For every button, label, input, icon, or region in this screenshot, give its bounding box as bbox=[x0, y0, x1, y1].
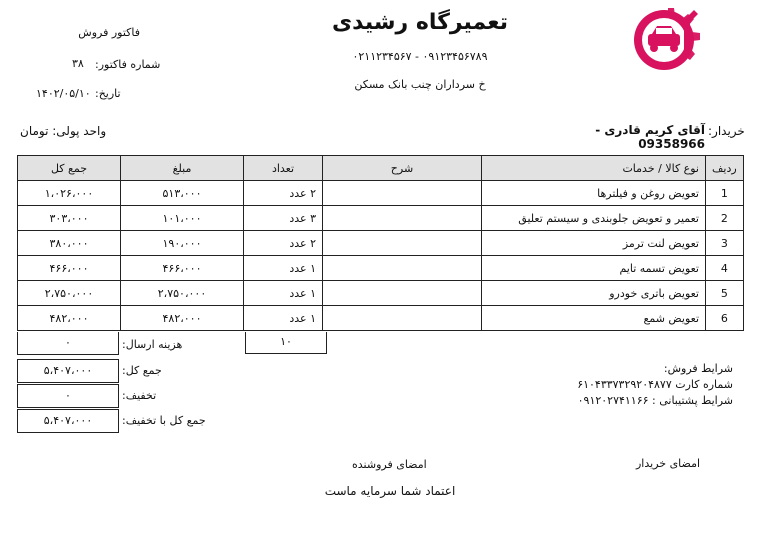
item-description bbox=[323, 281, 482, 306]
item-total: ۴۸۲،۰۰۰ bbox=[18, 306, 121, 331]
shop-name: تعمیرگاه رشیدی bbox=[332, 10, 508, 35]
item-price: ۲،۷۵۰،۰۰۰ bbox=[121, 281, 244, 306]
row-number: 3 bbox=[706, 231, 744, 256]
shop-address: خ سرداران چنب بانک مسکن bbox=[354, 78, 486, 91]
item-quantity: ۱ عدد bbox=[244, 256, 323, 281]
row-number: 1 bbox=[706, 181, 744, 206]
header-price: مبلغ bbox=[121, 156, 244, 181]
total-label: جمع کل: bbox=[122, 364, 162, 377]
total-value: ۵،۴۰۷،۰۰۰ bbox=[17, 359, 119, 383]
header-description: شرح bbox=[323, 156, 482, 181]
buyer-label: خریدار: bbox=[708, 124, 745, 138]
item-price: ۱۰۱،۰۰۰ bbox=[121, 206, 244, 231]
car-wrench-gear-logo-icon bbox=[628, 4, 708, 84]
row-number: 2 bbox=[706, 206, 744, 231]
item-name: تعویض شمع bbox=[482, 306, 706, 331]
item-name: تعویض تسمه تایم bbox=[482, 256, 706, 281]
support-terms: شرایط پشتیبانی : ۰۹۱۲۰۲۷۴۱۱۶۶ bbox=[577, 394, 733, 407]
item-price: ۴۶۶،۰۰۰ bbox=[121, 256, 244, 281]
document-type: فاکتور فروش bbox=[78, 26, 140, 39]
item-quantity: ۱ عدد bbox=[244, 306, 323, 331]
item-price: ۴۸۲،۰۰۰ bbox=[121, 306, 244, 331]
item-description bbox=[323, 231, 482, 256]
header-item-name: نوع کالا / خدمات bbox=[482, 156, 706, 181]
table-row bbox=[18, 256, 744, 281]
discount-label: تخفیف: bbox=[122, 389, 157, 402]
footer-slogan: اعتماد شما سرمایه ماست bbox=[324, 484, 456, 498]
sale-terms-title: شرایط فروش: bbox=[663, 362, 733, 375]
header-quantity: تعداد bbox=[244, 156, 323, 181]
item-name: تعویض لنت ترمز bbox=[482, 231, 706, 256]
item-total: ۱،۰۲۶،۰۰۰ bbox=[18, 181, 121, 206]
item-description bbox=[323, 306, 482, 331]
table-row bbox=[18, 231, 744, 256]
item-price: ۵۱۳،۰۰۰ bbox=[121, 181, 244, 206]
shop-phones: ۰۲۱۱۲۳۴۵۶۷ - ۰۹۱۲۳۴۵۶۷۸۹ bbox=[352, 50, 488, 63]
row-number: 5 bbox=[706, 281, 744, 306]
buyer-name: آقای کریم قادری - 09358966 bbox=[595, 123, 705, 151]
buyer-signature-label: امضای خریدار bbox=[636, 457, 701, 470]
item-total: ۴۶۶،۰۰۰ bbox=[18, 256, 121, 281]
table-row bbox=[18, 306, 744, 331]
quantity-total: ۱۰ bbox=[245, 332, 327, 354]
item-description bbox=[323, 256, 482, 281]
table-header-row bbox=[18, 156, 744, 181]
invoice-date: ۱۴۰۲/۰۵/۱۰ bbox=[36, 87, 91, 100]
item-total: ۳۰۳،۰۰۰ bbox=[18, 206, 121, 231]
grand-total-value: ۵،۴۰۷،۰۰۰ bbox=[17, 409, 119, 433]
item-description bbox=[323, 206, 482, 231]
table-row bbox=[18, 181, 744, 206]
invoice-number: ۳۸ bbox=[72, 57, 84, 70]
header-total: جمع کل bbox=[18, 156, 121, 181]
item-name: تعمیر و تعویض جلوبندی و سیستم تعلیق bbox=[482, 206, 706, 231]
grand-total-label: جمع کل با تخفیف: bbox=[122, 414, 206, 427]
bank-card-number: شماره کارت ۶۱۰۴۳۳۷۳۲۹۲۰۴۸۷۷ bbox=[577, 378, 733, 391]
item-quantity: ۱ عدد bbox=[244, 281, 323, 306]
currency-label: واحد پولی: تومان bbox=[20, 124, 107, 138]
item-name: تعویض روغن و فیلترها bbox=[482, 181, 706, 206]
table-row bbox=[18, 281, 744, 306]
item-quantity: ۳ عدد bbox=[244, 206, 323, 231]
invoice-number-label: شماره فاکتور: bbox=[95, 58, 161, 71]
seller-signature-label: امضای فروشنده bbox=[352, 458, 427, 471]
table-row bbox=[18, 206, 744, 231]
item-quantity: ۲ عدد bbox=[244, 181, 323, 206]
date-label: تاریخ: bbox=[95, 87, 121, 100]
discount-value: ۰ bbox=[17, 384, 119, 408]
item-quantity: ۲ عدد bbox=[244, 231, 323, 256]
row-number: 6 bbox=[706, 306, 744, 331]
row-number: 4 bbox=[706, 256, 744, 281]
items-table bbox=[17, 155, 744, 331]
item-total: ۳۸۰،۰۰۰ bbox=[18, 231, 121, 256]
header-row-number: ردیف bbox=[706, 156, 744, 181]
item-description bbox=[323, 181, 482, 206]
shipping-label: هزینه ارسال: bbox=[122, 338, 183, 351]
shipping-value: ۰ bbox=[17, 332, 119, 355]
item-price: ۱۹۰،۰۰۰ bbox=[121, 231, 244, 256]
item-name: تعویض باتری خودرو bbox=[482, 281, 706, 306]
item-total: ۲،۷۵۰،۰۰۰ bbox=[18, 281, 121, 306]
